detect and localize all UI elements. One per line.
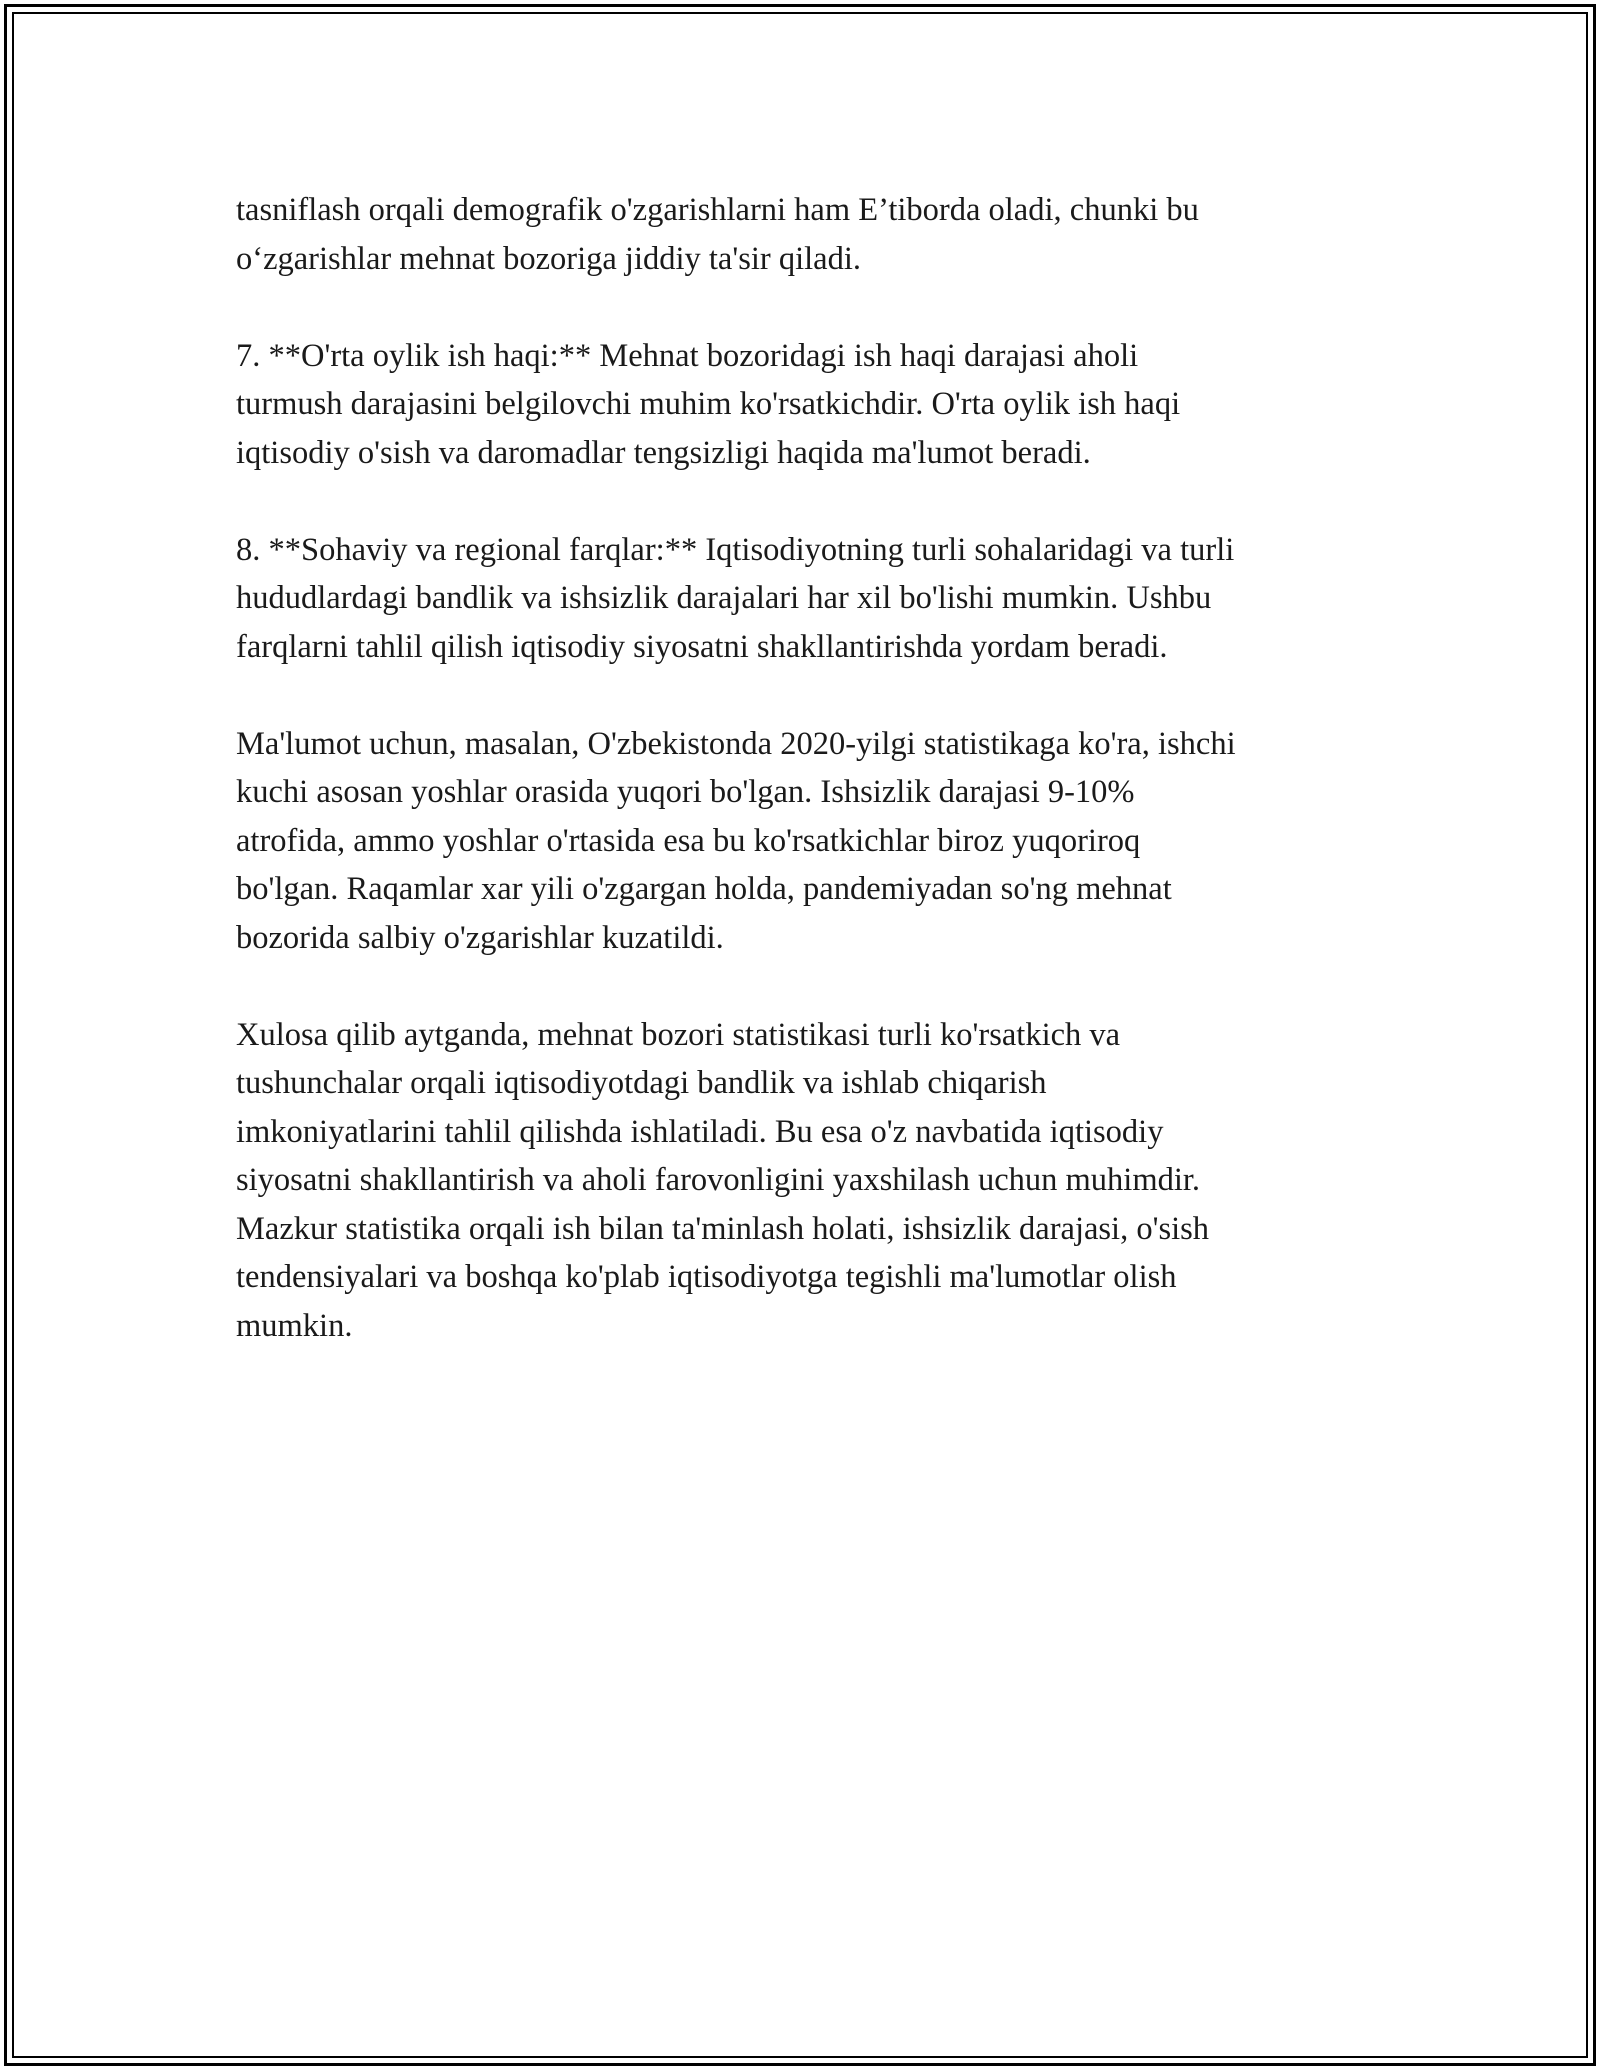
paragraph-1 [236,186,1376,283]
text-line: tushunchalar orqali iqtisodiyotdagi bandlik va ishlab chiqarish [236,1065,1047,1101]
text-line: turmush darajasini belgilovchi muhim ko'rsatkichdir. O'rta oylik ish haqi [236,386,1181,422]
text-line: 7. **O'rta oylik ish haqi:** Mehnat bozoridagi ish haqi darajasi aholi [236,337,1139,374]
document-body [236,186,1376,1350]
paragraph-3 [236,526,1376,672]
text-line: kuchi asosan yoshlar orasida yuqori bo'lgan. Ishsizlik darajasi 9-10% [236,774,1135,810]
text-line: Mazkur statistika orqali ish bilan ta'minlash holati, ishsizlik darajasi, o'sish [236,1210,1210,1247]
text-line: Xulosa qilib aytganda, mehnat bozori statistikasi turli ko'rsatkich va [236,1016,1121,1053]
text-line: siyosatni shakllantirish va aholi farovonligini yaxshilash uchun muhimdir. [236,1162,1201,1198]
text-line: imkoniyatlarini tahlil qilishda ishlatiladi. Bu esa o'z navbatida iqtisodiy [236,1113,1164,1150]
text-line: o‘zgarishlar mehnat bozoriga jiddiy ta'sir qiladi. [236,240,861,277]
text-line: bo'lgan. Raqamlar xar yili o'zgargan holda, pandemiyadan so'ng mehnat [236,871,1172,907]
text-line: tasniflash orqali demografik o'zgarishlarni ham E’tiborda oladi, chunki bu [236,192,1199,228]
paragraph-5 [236,1011,1376,1351]
text-line: mumkin. [236,1307,353,1344]
text-line: tendensiyalari va boshqa ko'plab iqtisodiyotga tegishli ma'lumotlar olish [236,1259,1177,1295]
text-line: farqlarni tahlil qilish iqtisodiy siyosatni shakllantirishda yordam beradi. [236,628,1168,665]
paragraph-2 [236,332,1376,478]
text-line: hududlardagi bandlik va ishsizlik darajalari har xil bo'lishi mumkin. Ushbu [236,580,1212,616]
text-line: 8. **Sohaviy va regional farqlar:** Iqtisodiyotning turli sohalaridagi va turli [236,531,1235,568]
text-line: atrofida, ammo yoshlar o'rtasida esa bu ko'rsatkichlar biroz yuqoriroq [236,822,1141,859]
text-line: bozorida salbiy o'zgarishlar kuzatildi. [236,919,724,956]
text-line: Ma'lumot uchun, masalan, O'zbekistonda 2020-yilgi statistikaga ko'ra, ishchi [236,725,1236,762]
text-line: iqtisodiy o'sish va daromadlar tengsizligi haqida ma'lumot beradi. [236,434,1091,471]
paragraph-4 [236,720,1376,963]
